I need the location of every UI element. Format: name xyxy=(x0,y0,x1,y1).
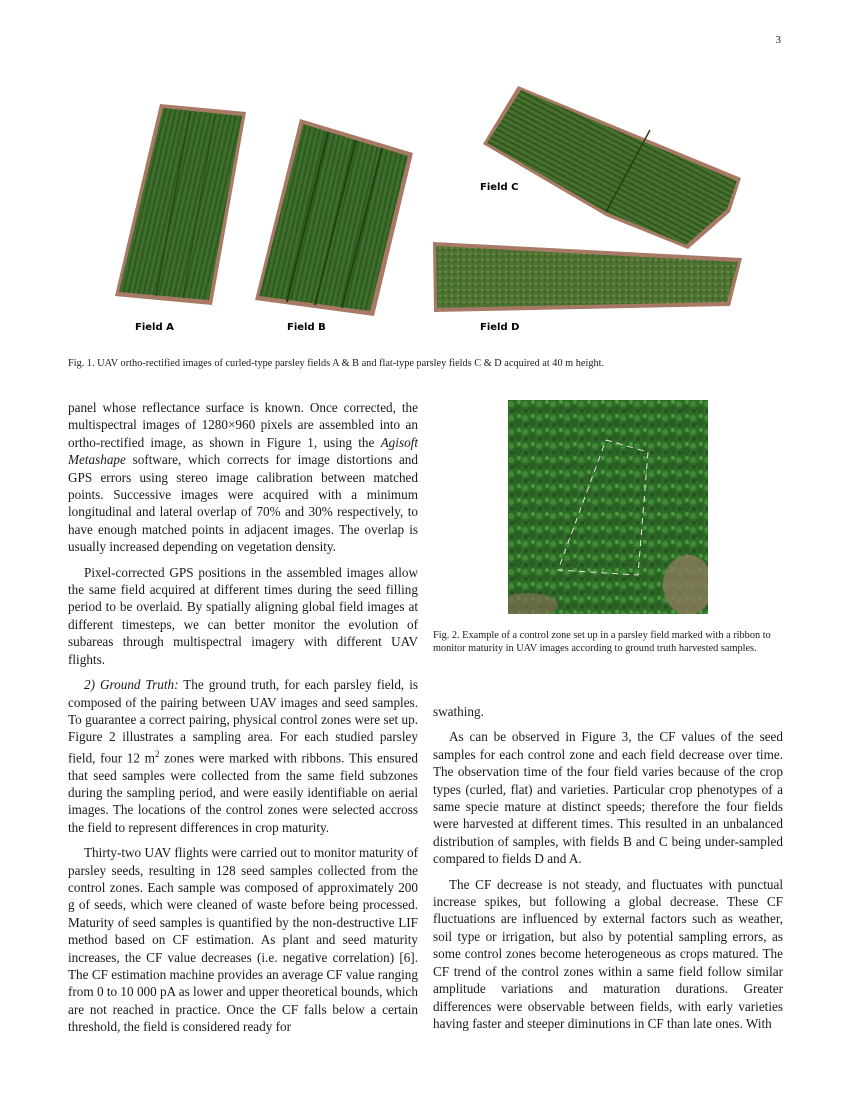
field-d-image xyxy=(433,242,742,312)
page-number: 3 xyxy=(775,34,781,46)
paragraph-cf-observation: As can be observed in Figure 3, the CF values of the seed samples for each control zone and each field decrease over time. The observation time of the four field varies because of the crop types (curled, flat) and varieties. Particular crop phenotypes of a same specie mature at distinct speeds; therefore the four fields were harvested at different times. This resulted in an unbalanced distribution of samples, with fields B and C being under-sampled compared to fields D and A. xyxy=(433,729,783,867)
field-a-label: Field A xyxy=(135,322,174,333)
field-b-image xyxy=(255,119,413,316)
paragraph-swathing: swathing. xyxy=(433,704,484,719)
paragraph-ground-truth: 2) Ground Truth: The ground truth, for each parsley field, is composed of the pairing between UAV images and seed samples. To guarantee a correct pairing, physical control zones were set up. Figure 2 illustrates a sampling area. For each studied parsley field, four 12 $m^2$ zones were marked with ribbons. This ensured that seed samples were collected from the same field subzones during the sampling period, and were easily identifiable on aerial images. The locations of the control zones were selected accross the field to represent differences in crop maturity. xyxy=(68,677,418,835)
figure-2-control-zone-image xyxy=(508,400,708,614)
left-column xyxy=(68,399,418,1036)
paragraph-4: Thirty-two UAV flights were carried out to monitor maturity of parsley seeds, resulting in 128 seed samples collected from the control zones. Each sample was composed of approximately 200 g of seeds, which were cleaned of waste before being processed. Maturity of seed samples is quantified by the non-destructive LIF method based on CF estimation. As plant and seed maturity increases, the CF value decreases (i.e. negative correlation) [6]. The CF estimation machine provides an average CF value ranging from 0 to 10 000 pA as lower and upper theoretical bounds, which are not reached in practice. Once the CF falls below a certain threshold, the field is considered ready for xyxy=(68,845,418,1035)
software-name: Agisoft Metashape xyxy=(68,434,418,468)
paragraph-1: panel whose reflectance surface is known. Once corrected, the multispectral images of 1280×960 pixels are assembled into an ortho-rectified image, as shown in Figure 1, using the Agisoft Metashape software, which corrects for image distortions and GPS errors using stereo image calibration between matched points. Successive images were acquired with a minimum longitudinal and lateral overlap of 70% and 30% respectively, to have enough matched points in adjacent images. The overlap is usually increased depending on vegetation density. xyxy=(68,400,418,555)
field-d-label: Field D xyxy=(480,322,520,333)
right-column xyxy=(433,703,783,1032)
field-c-image xyxy=(483,86,741,249)
figure-2-caption: Fig. 2. Example of a control zone set up in a parsley field marked with a ribbon to monitor maturity in UAV images according to ground truth harvested samples. xyxy=(433,630,771,654)
paragraph-cf-decrease: The CF decrease is not steady, and fluctuates with punctual increase spikes, but following a global decrease. These CF fluctuations are influenced by external factors such as weather, soil type or irrigation, but also by potential sampling errors, as some control zones become heterogeneous as crops matured. The CF trend of the control zones within a same field follow similar amplitude variations and maturation durations. Greater differences were observable between fields, with early varieties having faster and steeper diminutions in CF than late ones. With xyxy=(433,876,783,1031)
field-a-image xyxy=(115,104,246,305)
section-heading-ground-truth: 2) Ground Truth: xyxy=(84,677,179,693)
paragraph-2: Pixel-corrected GPS positions in the assembled images allow the same field acquired at different times during the seed filling period to be overlaid. By spatially aligning global field images at different timesteps, we can better monitor the evolution of subareas through multispectral imagery with different UAV flights. xyxy=(68,564,418,667)
field-c-label: Field C xyxy=(480,182,519,193)
field-b-label: Field B xyxy=(287,322,326,333)
figure-1-aerial-images xyxy=(0,0,850,350)
figure-1-caption: Fig. 1. UAV ortho-rectified images of curled-type parsley fields A & B and flat-type parsley fields C & D acquired at 40 m height. xyxy=(68,358,605,369)
